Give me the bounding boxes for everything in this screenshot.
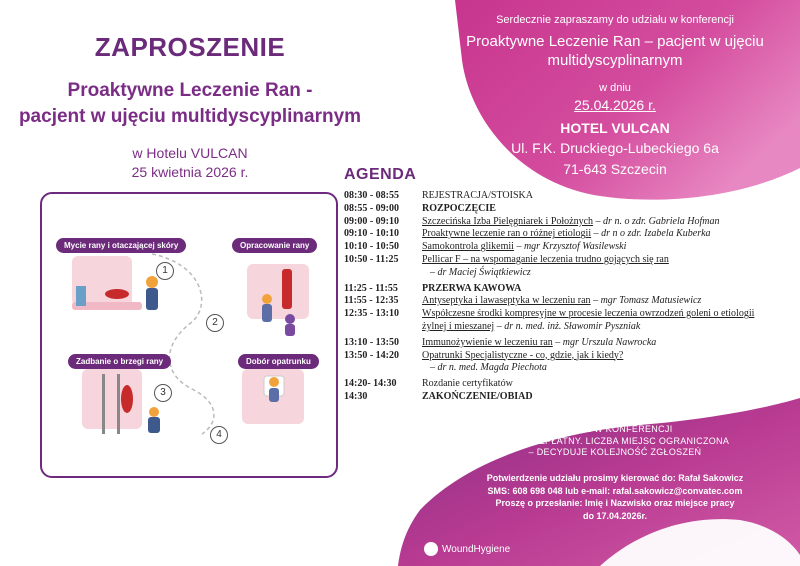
hotel-street: Ul. F.K. Druckiego-Lubeckiego 6a [511, 140, 719, 156]
page-title: ZAPROSZENIE [94, 32, 286, 62]
step-label-2: Opracowanie rany [232, 238, 317, 253]
agenda-row: 14:30 ZAKOŃCZENIE/OBIAD [344, 390, 533, 402]
subtitle-line-2: pacjent w ujęciu multidyscyplinarnym [18, 106, 362, 127]
on-day-label: w dniu [599, 82, 631, 94]
invite-intro: Serdecznie zapraszamy do udziału w konferencji [496, 14, 734, 26]
contact-line-3: Proszę o przesłanie: Imię i Nazwisko oraz miejsce pracy [495, 498, 735, 508]
hotel-city: 71-643 Szczecin [563, 161, 667, 177]
wound-2 [282, 269, 292, 309]
venue-line-2: 25 kwietnia 2026 r. [131, 164, 249, 180]
agenda-title: AGENDA [344, 166, 417, 183]
free-participation-notice [430, 424, 800, 459]
agenda-row: 09:10 - 10:10 Proaktywne leczenie ran o różnej etiologii – dr n o zdr. Izabela Kuberka [344, 228, 711, 240]
step-label-3: Zadbanie o brzegi rany [68, 354, 171, 369]
notice-line-1: UDZIAŁ W KONFERENCJI [557, 424, 673, 434]
step-label-1: Mycie rany i otaczającej skóry [56, 238, 186, 253]
conference-name [430, 32, 800, 70]
conference-name-line-2: multidyscyplinarnym [547, 52, 683, 69]
agenda-row: 10:50 - 11:25 Pellicar F – na wspomaganie leczenia trudno gojących się ran – dr Maciej Świątkiewicz [344, 253, 669, 278]
leg-shape-2 [247, 264, 309, 319]
conference-date: 25.04.2026 r. [574, 97, 656, 113]
logo-mark-icon [424, 542, 438, 556]
step-number-3: 3 [154, 384, 172, 402]
agenda-row: 11:55 - 12:35 Antyseptyka i lawaseptyka w leczeniu ran – mgr Tomasz Matusiewicz [344, 295, 702, 307]
agenda-row: 13:50 - 14:20 Opatrunki Specjalistyczne - co, gdzie, jak i kiedy? – dr n. med. Magda Piechota [344, 349, 624, 374]
agenda-row: 14:20- 14:30 Rozdanie certyfikatów [344, 378, 513, 390]
contact-line-1: Potwierdzenie udziału prosimy kierować do: Rafał Sakowicz [486, 473, 744, 483]
agenda-row: 12:35 - 13:10 Współczesne środki kompresyjne w procesie leczenia owrzodzeń goleni o etiologii żylnej i mieszanej – dr n. med. inż. Sławomir Pyszniak [344, 308, 755, 332]
notice-line-2: JEST BEZPŁATNY. LICZBA MIEJSC OGRANICZONA [500, 435, 730, 446]
step-label-4: Dobór opatrunku [238, 354, 319, 369]
agenda-row: 13:10 - 13:50 Immunożywienie w leczeniu ran – mgr Urszula Nawrocka [344, 336, 657, 348]
wound-care-steps-card [40, 192, 338, 478]
venue-line-1: w Hotelu VULCAN [132, 145, 248, 161]
logo-text: WoundHygiene [442, 543, 511, 555]
agenda-table [344, 190, 777, 404]
agenda-row: 09:00 - 09:10 Szczecińska Izba Pielęgniarek i Położnych – dr n. o zdr. Gabriela Hofman [344, 215, 720, 227]
wound-1 [105, 289, 129, 299]
conference-subtitle [0, 78, 380, 130]
woundhygiene-logo [424, 542, 510, 556]
agenda-row: 10:10 - 10:50 Samokontrola glikemii – mgr Krzysztof Wasilewski [344, 241, 627, 253]
wound-3 [121, 385, 133, 413]
conference-name-line-1: Proaktywne Leczenie Ran – pacjent w ujęciu [466, 33, 764, 50]
contact-line-4: do 17.04.2026r. [582, 510, 648, 521]
step-number-2: 2 [206, 314, 224, 332]
hotel-name: HOTEL VULCAN [560, 120, 670, 136]
contact-info [430, 472, 800, 522]
agenda-row: 11:25 - 11:55 PRZERWA KAWOWA [344, 282, 522, 294]
contact-line-2[interactable]: SMS: 608 698 048 lub e-mail: rafal.sakowicz@convatec.com [487, 485, 743, 496]
step-number-1: 1 [156, 262, 174, 280]
agenda-row: 08:30 - 08:55 REJESTRACJA/STOISKA [344, 190, 533, 201]
subtitle-line-1: Proaktywne Leczenie Ran - [67, 80, 313, 101]
step-number-4: 4 [210, 426, 228, 444]
agenda-row: 08:55 - 09:00 ROZPOCZĘCIE [344, 202, 496, 214]
notice-line-3: – DECYDUJE KOLEJNOŚĆ ZGŁOSZEŃ [528, 447, 702, 457]
wound-care-illustration [42, 194, 336, 476]
venue-info [0, 144, 380, 182]
